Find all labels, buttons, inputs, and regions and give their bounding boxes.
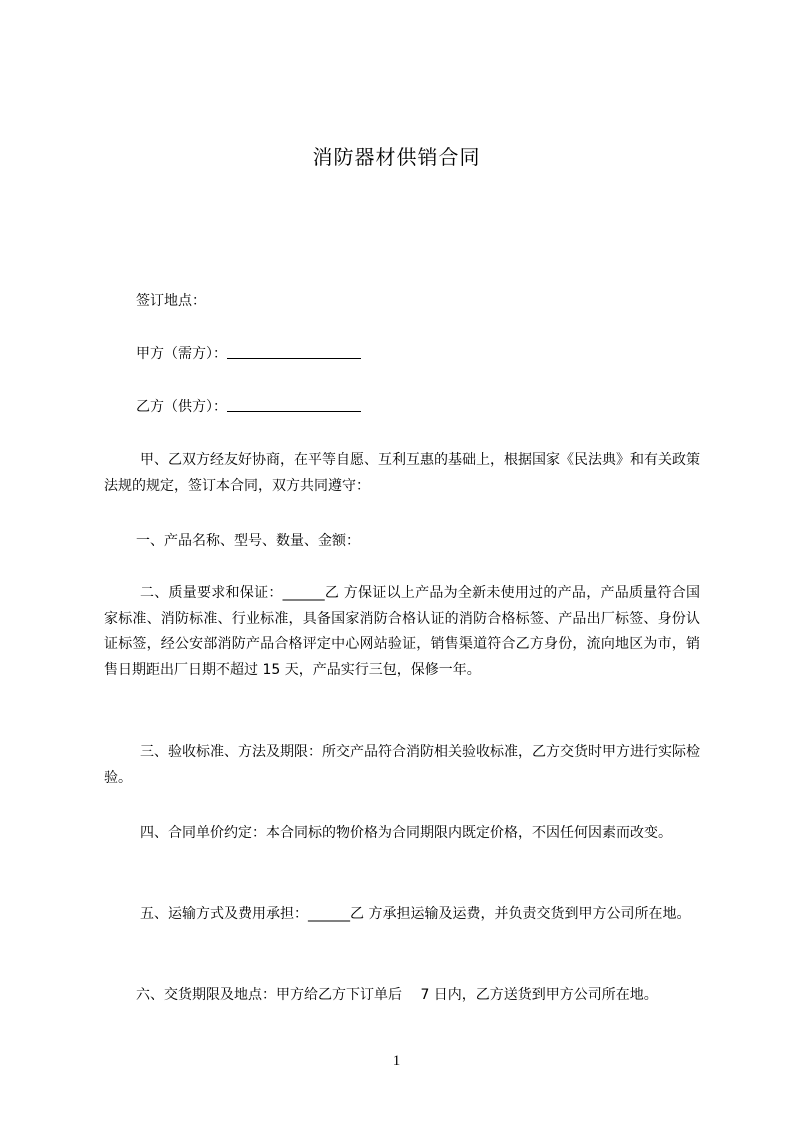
clause-1-paragraph: 一、产品名称、型号、数量、金额： — [136, 533, 360, 549]
party-b-label: 乙方（供方）： — [136, 399, 227, 415]
clause-2-paragraph: 二、质量要求和保证：______乙 方保证以上产品为全新未使用过的产品，产品质量符合国家标准、消防标准、行业标准，具备国家消防合格认证的消防合格标签、产品出厂标签、身份认证标签，经公安部消防产品合格评定中心网站验证，销售渠道符合乙方身份，流向地区为市，销售日期距出厂日期不超过 15 天，产品实行三包，保修一年。 — [104, 585, 700, 678]
clause-3-paragraph: 三、验收标准、方法及期限：所交产品符合消防相关验收标准，乙方交货时甲方进行实际检验。 — [104, 744, 700, 786]
party-b-blank — [227, 396, 361, 412]
document-title: 消防器材供销合同 — [312, 145, 481, 169]
party-b-line — [104, 396, 704, 418]
sign-place-label: 签订地点： — [136, 293, 206, 309]
party-a-label: 甲方（需方）： — [136, 346, 227, 362]
clause-6-paragraph: 六、交货期限及地点：甲方给乙方下订单后 7 日内，乙方送货到甲方公司所在地。 — [136, 987, 658, 1003]
clause-4-paragraph: 四、合同单价约定：本合同标的物价格为合同期限内既定价格，不因任何因素而改变。 — [140, 825, 672, 841]
clause-5-paragraph: 五、运输方式及费用承担：______乙 方承担运输及运费，并负责交货到甲方公司所在地。 — [140, 906, 691, 922]
preamble-paragraph: 甲、乙双方经友好协商，在平等自愿、互利互惠的基础上，根据国家《民法典》和有关政策法规的规定，签订本合同，双方共同遵守： — [104, 452, 700, 494]
party-a-line — [104, 343, 704, 365]
sign-place-line — [104, 290, 704, 312]
party-a-blank — [227, 343, 361, 359]
page-number: 1 — [392, 1053, 401, 1069]
